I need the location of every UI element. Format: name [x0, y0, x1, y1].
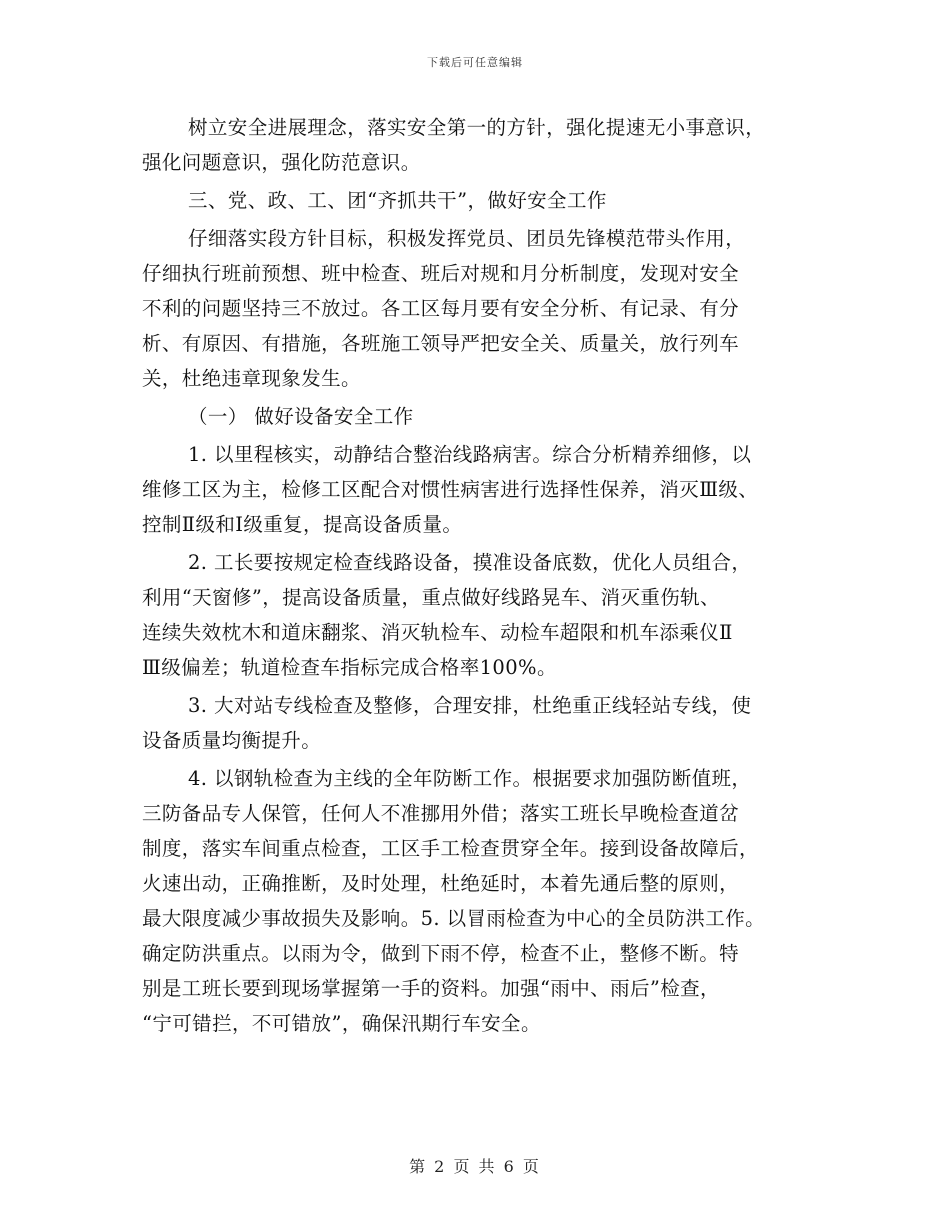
text-line: 仔细落实段方针目标，积极发挥党员、团员先锋模范带头作用， [188, 227, 746, 250]
text-line: 确定防洪重点。以雨为令，做到下雨不停，检查不止，整修不断。特 [142, 942, 740, 965]
document-body [142, 110, 822, 1041]
page-footer: 第 2 页 共 6 页 [409, 1157, 541, 1176]
text-line: 控制Ⅱ级和Ⅰ级重复，提高设备质量。 [142, 513, 463, 536]
text-line: Ⅲ级偏差；轨道检查车指标完成合格率100%。 [142, 656, 557, 679]
text-line: 维修工区为主，检修工区配合对惯性病害进行选择性保养，消灭Ⅲ级、 [142, 478, 759, 501]
text-line: 最大限度减少事故损失及影响。5. 以冒雨检查为中心的全员防洪工作。 [142, 907, 766, 930]
text-line: 仔细执行班前预想、班中检查、班后对规和月分析制度，发现对安全 [142, 262, 740, 285]
text-line: 强化问题意识，强化防范意识。 [142, 151, 421, 174]
subsection-heading: （一） 做好设备安全工作 [188, 405, 414, 428]
text-line: 树立安全进展理念，落实安全第一的方针，强化提速无小事意识， [188, 116, 766, 139]
text-line: 利用“天窗修”，提高设备质量，重点做好线路晃车、消灭重伤轨、 [142, 586, 720, 609]
text-line: 连续失效枕木和道床翻浆、消灭轨检车、动检车超限和机车添乘仪Ⅱ [142, 621, 733, 644]
text-line: 制度，落实车间重点检查，工区手工检查贯穿全年。接到设备故障后， [142, 837, 759, 860]
section-heading: 三、党、政、工、团“齐抓共干”，做好安全工作 [188, 189, 607, 212]
text-line: 4. 以钢轨检查为主线的全年防断工作。根据要求加强防断值班， [188, 767, 752, 790]
text-line: 设备质量均衡提升。 [142, 729, 322, 752]
text-line: 别是工班长要到现场掌握第一手的资料。加强“雨中、雨后”检查， [142, 977, 720, 1000]
text-line: 不利的问题坚持三不放过。各工区每月要有安全分析、有记录、有分 [142, 297, 740, 320]
text-line: 析、有原因、有措施，各班施工领导严把安全关、质量关，放行列车 [142, 332, 740, 355]
text-line: 关，杜绝违章现象发生。 [142, 367, 361, 390]
text-line: “宁可错拦，不可错放”，确保汛期行车安全。 [142, 1012, 541, 1035]
text-line: 火速出动，正确推断，及时处理，杜绝延时，本着先通后整的原则， [142, 872, 740, 895]
text-line: 2. 工长要按规定检查线路设备，摸准设备底数，优化人员组合， [188, 551, 752, 574]
text-line: 三防备品专人保管，任何人不准挪用外借；落实工班长早晚检查道岔 [142, 802, 740, 825]
text-line: 1. 以里程核实，动静结合整治线路病害。综合分析精养细修，以 [188, 443, 752, 466]
page-header: 下载后可任意编辑 [427, 56, 523, 69]
text-line: 3. 大对站专线检查及整修，合理安排，杜绝重正线轻站专线，使 [188, 694, 752, 717]
